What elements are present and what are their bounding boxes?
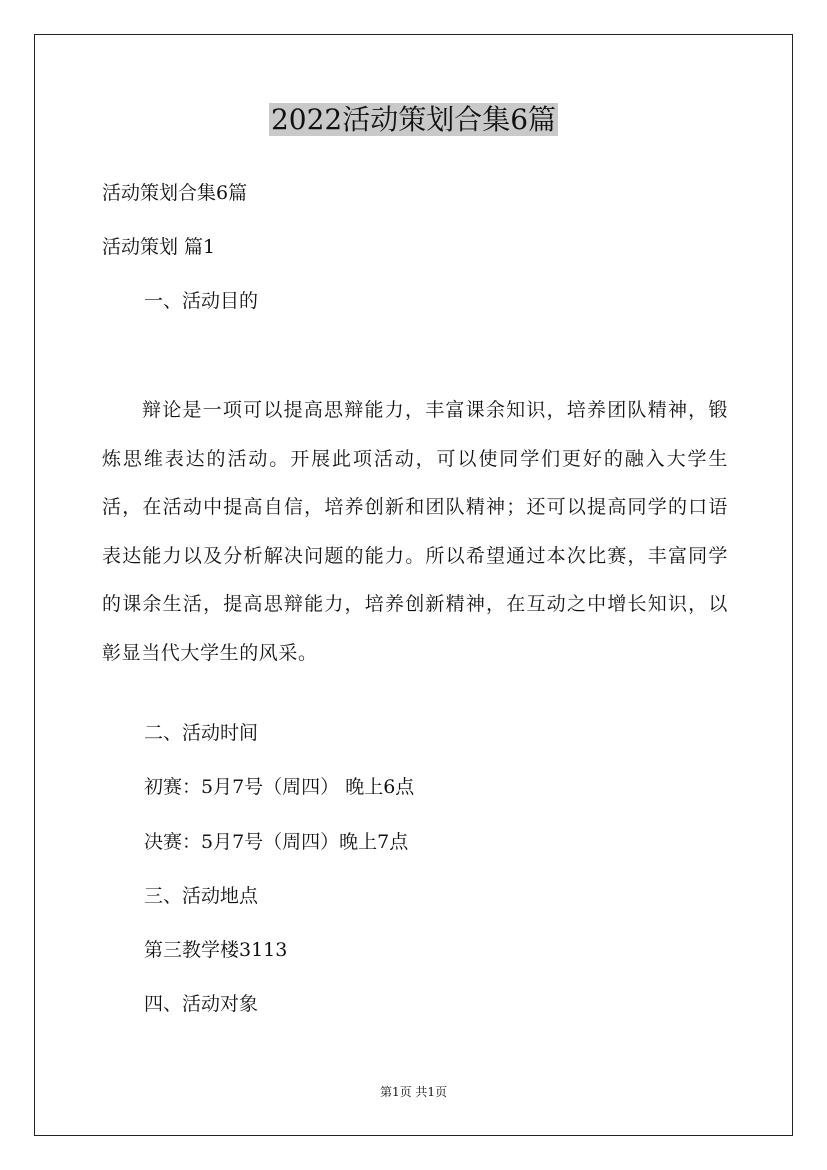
document-title [0, 100, 827, 140]
purpose-paragraph: 辩论是一项可以提高思辩能力，丰富课余知识，培养团队精神，锻炼思维表达的活动。开展此项活动，可以使同学们更好的融入大学生活，在活动中提高自信，培养创新和团队精神；还可以提高同学的口语表达能力以及分析解决问题的能力。所以希望通过本次比赛，丰富同学的课余生活，提高思辩能力，培养创新精神，在互动之中增长知识，以彰显当代大学生的风采。 [102, 399, 728, 664]
purpose-heading: 一、活动目的 [144, 290, 259, 312]
section-heading: 活动策划 篇1 [102, 236, 216, 258]
location-text: 第三教学楼3113 [144, 939, 288, 961]
location-heading: 三、活动地点 [144, 885, 259, 907]
audience-heading: 四、活动对象 [144, 993, 259, 1015]
time-heading: 二、活动时间 [144, 722, 259, 744]
subtitle: 活动策划合集6篇 [102, 182, 248, 204]
page-footer: 第1页 共1页 [379, 1085, 448, 1099]
prelim-time: 初赛：5月7号（周四） 晚上6点 [144, 776, 415, 798]
title-highlight: 2022活动策划合集6篇 [270, 103, 557, 136]
final-time: 决赛：5月7号（周四）晚上7点 [144, 831, 409, 853]
